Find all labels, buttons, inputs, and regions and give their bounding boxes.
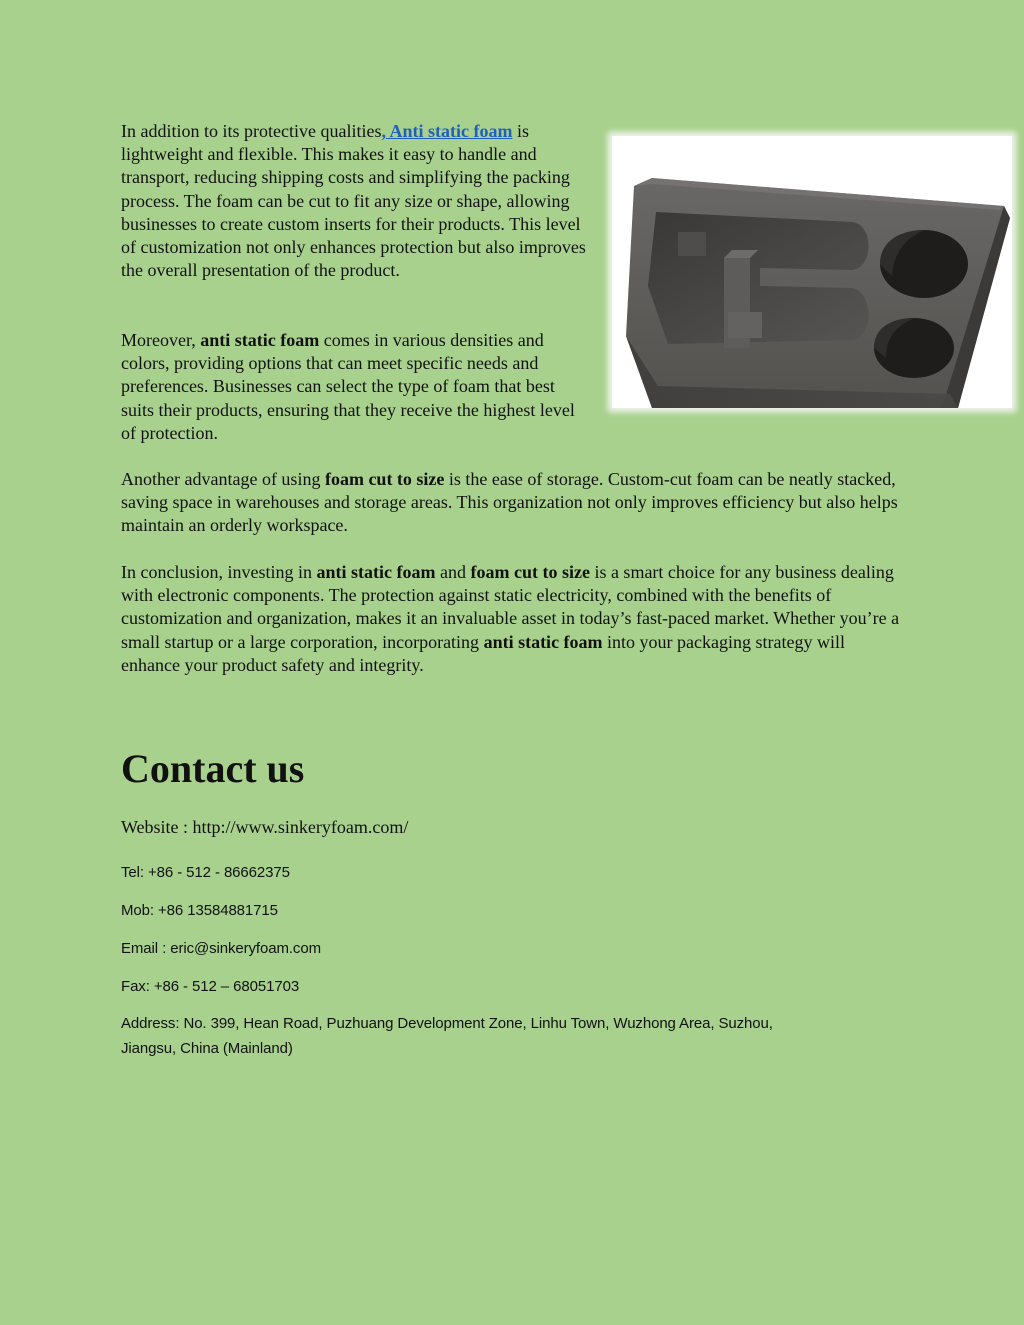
foam-insert-icon [612, 136, 1012, 408]
paragraph-intro-text-b: is lightweight and flexible. This makes it easy to handle and transport, reducing shipping costs and simplifying the packing process. The foam can be cut to fit any size or shape, allowing businesses to create custom inserts for their products. This level of customization not only enhances protection but also improves the overall presentation of the product. [121, 121, 586, 281]
paragraph-conclusion-text-b: and [435, 562, 471, 582]
paragraph-conclusion [121, 561, 901, 677]
contact-mob: Mob: +86 13584881715 [121, 902, 278, 919]
foam-insert-photo [612, 136, 1012, 408]
keyword-anti-static-foam: anti static foam [200, 330, 320, 350]
paragraph-conclusion-text-d: into your packaging strategy will enhance your product safety and integrity. [121, 631, 845, 675]
paragraph-densities-text-b: comes in various densities and colors, providing options that can meet specific needs and preferences. Businesses can select the type of foam that best suits their products, ensuring that they receive the highest level of protection. [121, 330, 575, 443]
contact-email[interactable]: Email : eric@sinkeryfoam.com [121, 940, 321, 957]
paragraph-conclusion-text-a: In conclusion, investing in [121, 562, 317, 582]
paragraph-storage [121, 468, 901, 538]
keyword-anti-static-foam: anti static foam [316, 562, 436, 582]
paragraph-densities-text-a: Moreover, [121, 330, 201, 350]
contact-tel: Tel: +86 - 512 - 86662375 [121, 864, 290, 881]
paragraph-densities [121, 329, 589, 445]
paragraph-conclusion-text-c: is a smart choice for any business dealing with electronic components. The protection against static electricity, combined with the benefits of customization and organization, makes it an invaluable asset in today’s fast-paced market. Whether you’re a small startup or a large corporation, incorporating [121, 562, 900, 652]
contact-fax: Fax: +86 - 512 – 68051703 [121, 978, 300, 995]
paragraph-intro-text-a: In addition to its protective qualities [121, 121, 382, 141]
paragraph-storage-text-a: Another advantage of using [121, 469, 325, 489]
contact-address-line2: Jiangsu, China (Mainland) [121, 1040, 293, 1057]
contact-website[interactable]: Website : http://www.sinkeryfoam.com/ [121, 817, 409, 837]
paragraph-storage-text-b: is the ease of storage. Custom-cut foam can be neatly stacked, saving space in warehouses and storage areas. This organization not only improves efficiency but also helps maintain an orderly workspace. [121, 469, 898, 536]
paragraph-intro [121, 120, 589, 282]
anti-static-foam-link[interactable]: , Anti static foam [381, 121, 513, 141]
keyword-foam-cut-to-size: foam cut to size [324, 469, 445, 489]
contact-title: Contact us [121, 746, 305, 791]
contact-address-line1: Address: No. 399, Hean Road, Puzhuang Development Zone, Linhu Town, Wuzhong Area, Suzhou, [121, 1015, 773, 1032]
keyword-anti-static-foam: anti static foam [483, 631, 603, 652]
keyword-foam-cut-to-size: foam cut to size [470, 562, 590, 582]
